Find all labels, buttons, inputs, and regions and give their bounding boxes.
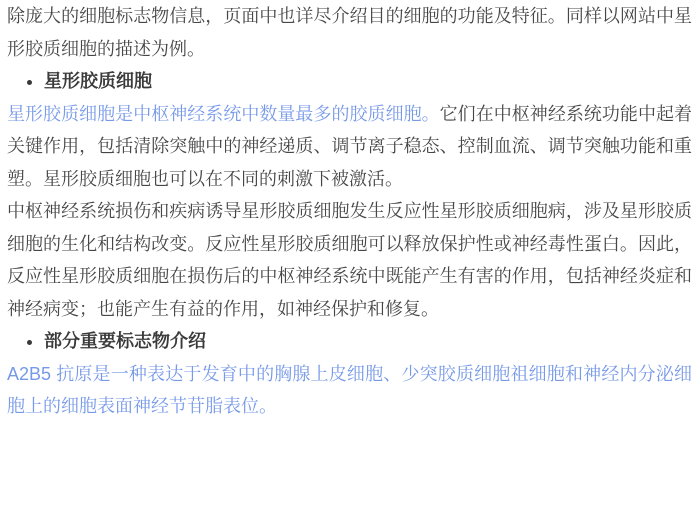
bullet-list-markers	[7, 325, 692, 358]
astrocyte-function-text: 它们在中枢神经系统功能中起着关键作用，包括清除突触中的神经递质、调节离子稳态、控制血流、调节突触功能和重塑。星形胶质细胞也可以在不同的刺激下被激活。	[7, 103, 693, 189]
astrocyte-definition-link[interactable]: 星形胶质细胞是中枢神经系统中数量最多的胶质细胞。	[7, 103, 440, 124]
bullet-heading-markers	[44, 325, 692, 358]
bullet-list-astrocyte	[7, 65, 692, 98]
paragraph-reactive-astrocyte: 中枢神经系统损伤和疾病诱导星形胶质细胞发生反应性星形胶质细胞病，涉及星形胶质细胞的生化和结构改变。反应性星形胶质细胞可以释放保护性或神经毒性蛋白。因此，反应性星形胶质细胞在损伤后的中枢神经系统中既能产生有害的作用，包括神经炎症和神经病变；也能产生有益的作用，如神经保护和修复。	[7, 201, 692, 319]
a2b5-antigen-link[interactable]: A2B5 抗原是一种表达于发育中的胸腺上皮细胞、少突胶质细胞祖细胞和神经内分泌细胞上的细胞表面神经节苷脂表位。	[7, 363, 692, 416]
paragraph-intro: 除庞大的细胞标志物信息，页面中也详尽介绍目的细胞的功能及特征。同样以网站中星形胶质细胞的描述为例。	[7, 6, 692, 59]
paragraph-astrocyte	[7, 98, 692, 196]
bullet-heading-astrocyte	[44, 65, 692, 98]
bullet-heading-astrocyte-label: 星形胶质细胞	[44, 71, 152, 91]
paragraph-a2b5	[7, 358, 692, 423]
bullet-heading-markers-label: 部分重要标志物介绍	[44, 331, 206, 351]
